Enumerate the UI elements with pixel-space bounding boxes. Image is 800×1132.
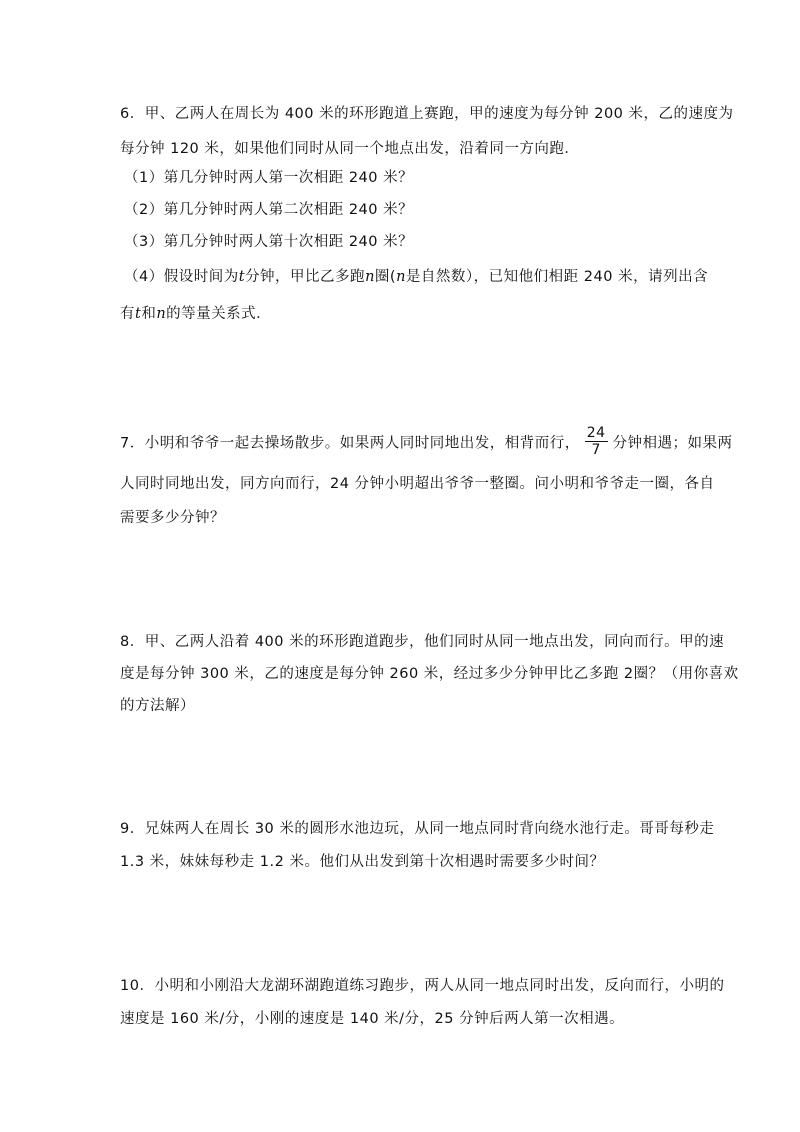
- q6-line-2: 每分钟 120 米，如果他们同时从同一个地点出发，沿着同一方向跑．: [120, 141, 580, 157]
- q10-line-2: 速度是 160 米/分，小刚的速度是 140 米/分，25 分钟后两人第一次相遇。: [120, 1011, 625, 1027]
- q6-subquestion-2: （2）第几分钟时两人第二次相距 240 米？: [124, 202, 414, 218]
- q6-sub4-text-4: 是自然数），已知他们相距 240 米，请列出含: [405, 269, 709, 285]
- q7-line-3: 需要多少分钟？: [120, 510, 225, 526]
- variable-n: n: [365, 269, 375, 285]
- q6-sub4-text-3: 圈(: [374, 269, 397, 285]
- q6-sub4-l2-text-2: 和: [141, 306, 157, 322]
- q6-sub4-l2-text-3: 的等量关系式．: [166, 306, 272, 322]
- q6-sub4-text-2: 分钟，甲比乙多跑: [245, 269, 366, 285]
- q6-subquestion-1: （1）第几分钟时两人第一次相距 240 米？: [124, 170, 414, 186]
- variable-n: n: [396, 269, 406, 285]
- fraction-numerator: 24: [586, 425, 606, 441]
- q6-subquestion-3: （3）第几分钟时两人第十次相距 240 米？: [124, 234, 414, 250]
- q6-sub4-text-1: （4）假设时间为: [124, 269, 239, 285]
- q9-line-1: 9．兄妹两人在周长 30 米的圆形水池边玩，从同一地点同时背向绕水池行走。哥哥每秒走: [120, 821, 715, 837]
- q8-line-1: 8．甲、乙两人沿着 400 米的环形跑道跑步，他们同时从同一地点出发，同向而行。甲的速: [120, 634, 725, 650]
- variable-t: t: [135, 306, 142, 322]
- q7-line-1: [120, 427, 733, 460]
- q9-line-2: 1.3 米，妹妹每秒走 1.2 米。他们从出发到第十次相遇时需要多少时间？: [120, 854, 605, 870]
- fraction-denominator: 7: [591, 442, 601, 459]
- q6-subquestion-4: [124, 265, 708, 286]
- q7-line-1-part-b: 分钟相遇；如果两: [612, 435, 733, 452]
- q6-line-1: 6．甲、乙两人在周长为 400 米的环形跑道上赛跑，甲的速度为每分钟 200 米，乙的速度为: [120, 106, 734, 122]
- q10-line-1: 10．小明和小刚沿大龙湖环湖跑道练习跑步，两人从同一地点同时出发，反向而行，小明的: [120, 978, 725, 994]
- q6-sub4-l2-text-1: 有: [120, 306, 135, 322]
- q7-line-2: 人同时同地出发，同方向而行，24 分钟小明超出爷爷一整圈。问小明和爷爷走一圈，各自: [120, 476, 715, 492]
- q8-line-2: 度是每分钟 300 米，乙的速度是每分钟 260 米，经过多少分钟甲比乙多跑 2圈？（用你喜欢: [120, 666, 739, 682]
- fraction-24-over-7: [585, 425, 608, 458]
- q8-line-3: 的方法解）: [120, 698, 195, 714]
- q6-subquestion-4-line-2: [120, 302, 271, 323]
- variable-t: t: [238, 269, 246, 285]
- q7-line-1-part-a: 7．小明和爷爷一起去操场散步。如果两人同时同地出发，相背而行，: [120, 435, 580, 452]
- variable-n: n: [156, 306, 167, 322]
